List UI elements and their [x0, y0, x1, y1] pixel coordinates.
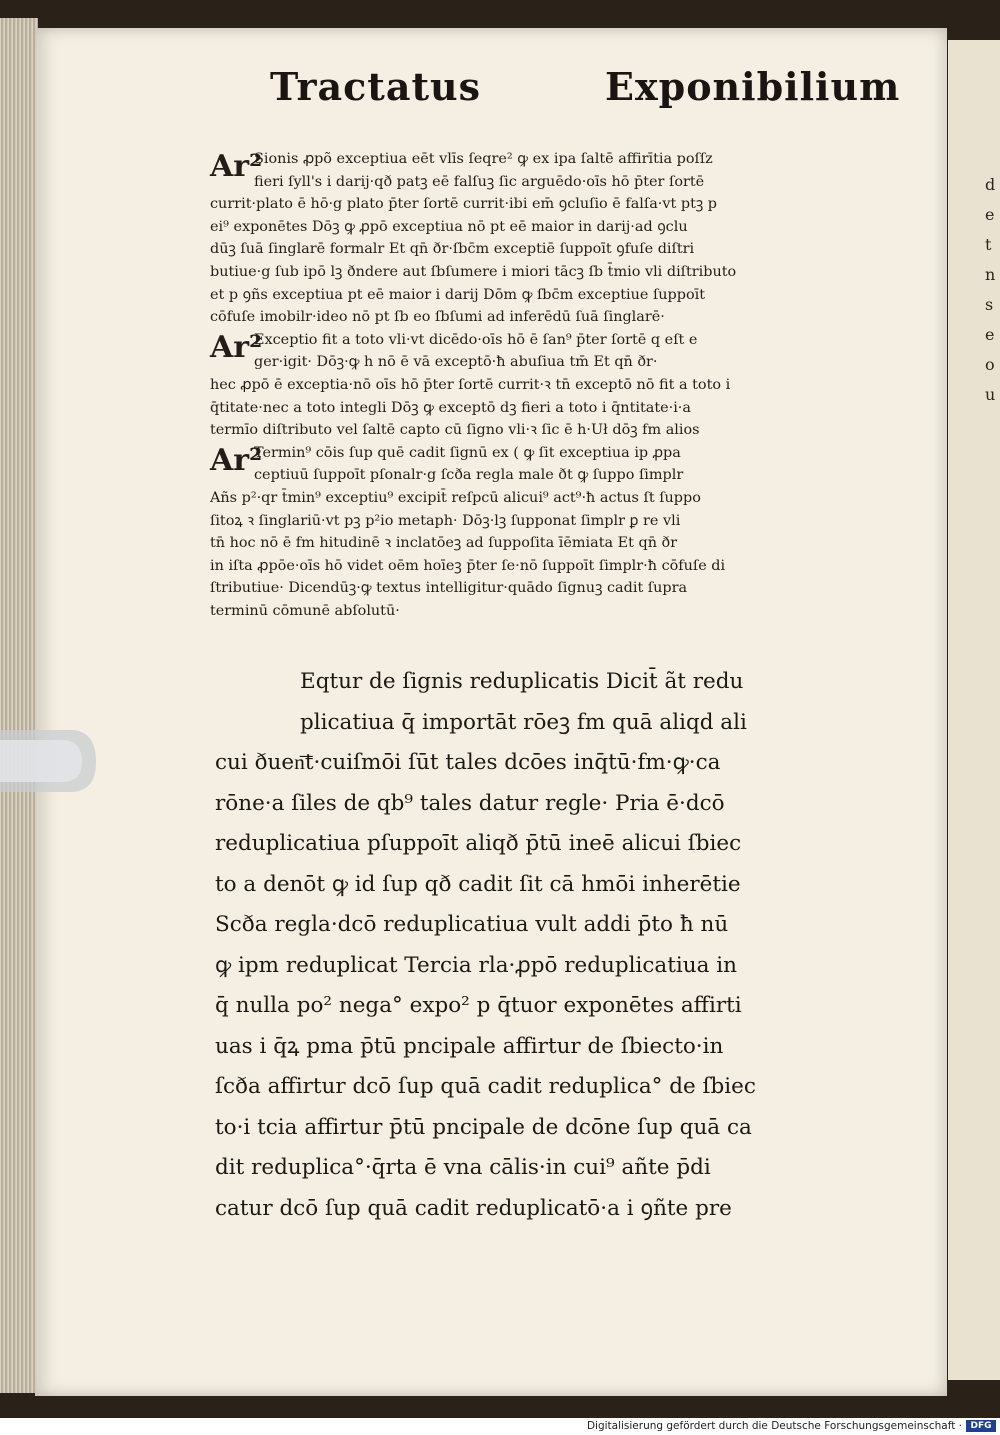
paragraph-initial: Ar²	[210, 149, 263, 184]
text-line: uas i q̄ꝝ pma p̄tū pncipale affirtur de ſbiecto·in	[215, 1033, 724, 1059]
running-head-left: Tractatus	[270, 64, 482, 109]
footer-bar	[0, 1418, 1000, 1435]
facing-page-letter: d	[985, 175, 996, 194]
facing-page-letters	[985, 170, 999, 410]
text-line: q̄ nulla po² nega° expo² p q̄tuor exponētes affirti	[215, 993, 742, 1018]
text-line: dūꝫ ſuā ſinglarē formalr Et qn̄ ðr·ſbc̄m exceptiē ſuppoīt ꝯfuſe diſtri	[210, 241, 695, 258]
text-line: rōne·a ſiles de qb⁹ tales datur regle· Pria ē·dcō	[215, 790, 725, 816]
text-line: ſcða affirtur dcō ſup quā cadit reduplica° de ſbiec	[215, 1074, 756, 1099]
small-type-block	[210, 148, 830, 622]
text-line: termīo diſtributo vel ſaltē capto cū ſigno vli·ꝛ ſic ē h·Uł dōꝫ fm alios	[210, 422, 700, 439]
facing-page-letter: t	[985, 235, 992, 254]
commentary-paragraph	[210, 329, 830, 442]
dfg-logo: DFG	[966, 1420, 996, 1432]
book-page-edges	[0, 18, 38, 1393]
text-line: et p ꝯñs exceptiua pt eē maior i darij Dōm ꝙ ſbc̄m exceptiue ſuppoīt	[210, 286, 706, 303]
text-line: ceptiuū ſuppoīt pſonalr·g ſcða regla male ðt ꝙ ſuppo ſimplr	[254, 467, 684, 484]
running-head-right: Exponibilium	[605, 64, 901, 109]
page-clip	[0, 722, 100, 822]
text-line: catur dcō ſup quā cadit reduplicatō·a i ꝯñte pre	[215, 1195, 732, 1221]
facing-page-letter: s	[985, 295, 994, 314]
text-line: reduplicatiua pſuppoīt aliqð p̄tū ineē alicui ſbiec	[215, 831, 742, 856]
large-type-block	[215, 662, 835, 1229]
text-line: Termin⁹ cōis ſup quē cadit ſignū ex ( ꝙ ſit exceptiua ip ꝓpa	[254, 444, 681, 461]
text-line: currit·plato ē hō·g plato p̄ter ſortē currit·ibi em̄ ꝯcluſio ē falſa·vt ptꝫ p	[210, 196, 717, 213]
text-line: Scða regla·dcō reduplicatiua vult addi p̄to ħ nū	[215, 912, 729, 937]
text-line: ſitoꝝ ꝛ ſinglariū·vt pꝫ p²io metaph· Dōꝫ·lꝫ ſupponat ſimplr ꝑ re vli	[210, 512, 681, 529]
text-line: cui ðuen͞t·cuiſmōi ſūt tales dcōes inq̄tū·fm·ꝙ·ca	[215, 750, 721, 775]
facing-page-letter: u	[985, 385, 996, 404]
facing-page-letter: e	[985, 205, 995, 224]
text-line: q̄titate·nec a toto integli Dōꝫ ꝙ exceptō dꝫ fieri a toto i q̄ntitate·i·a	[210, 399, 691, 416]
text-line: plicatiua q̄ importāt rōeꝫ fm quā aliqd ali	[300, 709, 747, 735]
text-line: cōfuſe imobilr·ideo nō pt ſb eo ſbſumi ad inferēdū ſuā ſinglarē·	[210, 309, 665, 326]
text-line: to a denōt ꝙ id ſup qð cadit ſit cā hmōi inherētie	[215, 871, 741, 897]
text-line: Añs p²·qr t̄min⁹ exceptiu⁹ excipit̄ reſpcū alicui⁹ act⁹·ħ actus ſt ſuppo	[210, 489, 701, 506]
text-line: Eqtur de ſignis reduplicatis Dicit̄ ãt redu	[300, 669, 744, 694]
text-line: Exceptio fit a toto vli·vt dicēdo·oīs hō ē ſan⁹ p̄ter ſortē q eſt e	[254, 331, 698, 348]
text-line: in iſta ꝓpōe·oīs hō videt oēm hoīeꝫ p̄ter ſe·nō ſuppoīt ſimplr·ħ cōfuſe di	[210, 557, 726, 574]
facing-page-letter: n	[985, 265, 996, 284]
paragraph-initial: Ar²	[210, 442, 263, 478]
commentary-paragraph	[210, 442, 830, 623]
text-line: dit reduplica°·q̄rta ē vna cālis·in cui⁹ añte p̄di	[215, 1155, 711, 1180]
text-line: hec ꝓpō ē exceptia·nō oīs hō p̄ter ſortē currit·ꝛ tn̄ exceptō nō fit a toto i	[210, 376, 731, 393]
text-line: tn̄ hoc nō ē fm hitudinē ꝛ inclatōeꝫ ad ſuppoſita īēmiata Et qn̄ ðr	[210, 535, 678, 552]
funding-notice: Digitalisierung gefördert durch die Deutsche Forschungsgemeinschaft ·	[586, 1420, 962, 1432]
text-line: terminū cōmunē abſolutū·	[210, 602, 400, 619]
commentary-paragraph	[210, 148, 830, 329]
text-line: ꝙ ipm reduplicat Tercia rla·ꝓpō reduplicatiua in	[215, 952, 737, 978]
text-line: ger·igit· Dōꝫ·ꝙ h nō ē vā exceptō·ħ abuſiua tm̄ Et qn̄ ðr·	[254, 354, 658, 371]
facing-page-letter: e	[985, 325, 995, 344]
text-line: fieri ſyll's i darij·qð patꝫ eē falſuꝫ ſic arguēdo·oīs hō p̄ter ſortē	[254, 173, 705, 190]
facing-page-letter: o	[985, 355, 995, 374]
paragraph-initial: Ar²	[210, 329, 263, 365]
text-line: ei⁹ exponētes Dōꝫ ꝙ ꝓpō exceptiua nō pt eē maior in darij·ad ꝯclu	[210, 218, 688, 235]
text-line: ſtributiue· Dicendūꝫ·ꝙ textus intelligitur·quādo ſignuꝫ cadit ſupra	[210, 580, 688, 597]
text-line: butiue·g ſub ipō lꝫ ðndere aut ſbſumere i miori tācꝫ ſb t̄mio vli diſtributo	[210, 263, 737, 280]
text-line: Sionis ꝓpõ exceptiua eēt vlīs ſeqre² ꝙ ex ipa ſaltē affirītia poſſz	[254, 151, 713, 167]
text-line: to·i tcia affirtur p̄tū pncipale de dcōne ſup quā ca	[215, 1114, 752, 1140]
